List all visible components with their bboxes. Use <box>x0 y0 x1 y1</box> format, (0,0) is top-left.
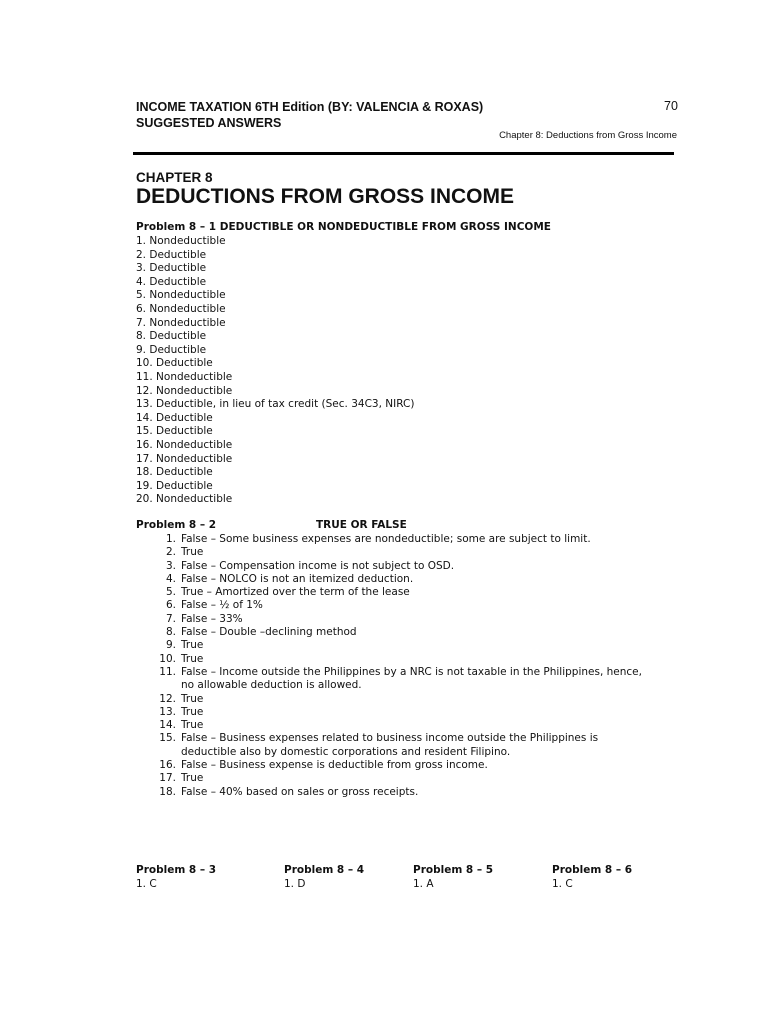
item-text: False – NOLCO is not an itemized deduction. <box>181 572 414 585</box>
item-text: False – Some business expenses are nondeductible; some are subject to limit. <box>181 533 591 545</box>
item-text: False – 40% based on sales or gross receipts. <box>181 785 419 798</box>
list-item: 6. Nondeductible <box>136 302 226 315</box>
item-number: 1. <box>165 533 176 545</box>
item-text: False – Double –declining method <box>181 626 357 639</box>
item-text: True <box>181 772 204 785</box>
item-number: 14. <box>159 719 176 732</box>
problem-8-6-answer: 1. C <box>552 878 573 890</box>
running-chapter-ref: Chapter 8: Deductions from Gross Income <box>499 130 677 141</box>
item-number: 16. <box>159 759 176 772</box>
list-item <box>136 546 656 559</box>
item-number: 3. <box>165 559 176 572</box>
list-item: 14. Deductible <box>136 411 213 424</box>
list-item: 20. Nondeductible <box>136 493 233 506</box>
item-text: False – Income outside the Philippines by a NRC is not taxable in the Philippines, hence, no allowable deduction is allowed. <box>181 665 642 692</box>
list-item: 12. Nondeductible <box>136 384 233 397</box>
list-item: 13. Deductible, in lieu of tax credit (Sec. 34C3, NIRC) <box>136 398 415 411</box>
list-item: 18. Deductible <box>136 466 213 479</box>
list-item <box>136 560 656 573</box>
list-item <box>136 666 656 693</box>
problem-8-6-block <box>552 863 632 891</box>
item-number: 5. <box>165 586 176 599</box>
item-text: True <box>181 692 204 705</box>
item-text: True <box>181 652 204 665</box>
item-text: False – Compensation income is not subject to OSD. <box>181 559 455 572</box>
problem-8-5-heading: Problem 8 – 5 <box>413 864 494 876</box>
item-number: 10. <box>159 652 176 665</box>
list-item <box>136 719 656 732</box>
item-text: True <box>181 546 204 559</box>
list-item <box>136 732 656 759</box>
header-rule <box>133 152 674 155</box>
list-item: 8. Deductible <box>136 330 207 343</box>
problem-8-2-answer-list <box>136 533 656 799</box>
list-item <box>136 639 656 652</box>
list-item <box>136 759 656 772</box>
chapter-title: DEDUCTIONS FROM GROSS INCOME <box>136 185 515 208</box>
item-number: 18. <box>159 785 176 798</box>
list-item: 15. Deductible <box>136 425 213 438</box>
problem-8-3-block <box>136 863 216 891</box>
list-item: 7. Nondeductible <box>136 316 226 329</box>
problem-8-3-heading: Problem 8 – 3 <box>136 864 217 876</box>
chapter-label: CHAPTER 8 <box>136 170 213 185</box>
list-item <box>136 599 656 612</box>
item-text: False – 33% <box>181 612 243 625</box>
list-item: 11. Nondeductible <box>136 370 233 383</box>
problem-8-5-block <box>413 863 493 891</box>
list-item: 17. Nondeductible <box>136 452 233 465</box>
list-item: 9. Deductible <box>136 343 207 356</box>
item-number: 4. <box>165 572 176 585</box>
page-number: 70 <box>664 99 678 113</box>
list-item <box>136 772 656 785</box>
item-text: True <box>181 719 204 732</box>
problem-8-4-heading: Problem 8 – 4 <box>284 864 365 876</box>
item-number: 2. <box>165 546 176 559</box>
list-item: 10. Deductible <box>136 357 213 370</box>
problem-8-3-answer: 1. C <box>136 878 157 890</box>
list-item <box>136 706 656 719</box>
item-text: True <box>181 639 204 652</box>
list-item <box>136 653 656 666</box>
problem-8-4-answer: 1. D <box>284 878 306 890</box>
list-item <box>136 626 656 639</box>
problem-8-6-heading: Problem 8 – 6 <box>552 864 633 876</box>
item-text: True <box>181 705 204 718</box>
list-item: 1. Nondeductible <box>136 235 226 247</box>
problem-8-2-heading: Problem 8 – 2 <box>136 519 217 531</box>
item-text: False – Business expenses related to business income outside the Philippines is deductible also by domestic corporations and resident Filipino. <box>181 732 599 758</box>
list-item <box>136 693 656 706</box>
list-item: 4. Deductible <box>136 275 207 288</box>
problem-8-4-block <box>284 863 364 891</box>
list-item: 3. Deductible <box>136 262 207 275</box>
item-number: 7. <box>165 612 176 625</box>
item-number: 13. <box>159 705 176 718</box>
list-item: 16. Nondeductible <box>136 438 233 451</box>
list-item <box>136 573 656 586</box>
item-number: 6. <box>165 599 176 612</box>
list-item: 5. Nondeductible <box>136 289 226 302</box>
list-item <box>136 613 656 626</box>
item-number: 12. <box>159 692 176 705</box>
item-number: 11. <box>159 665 176 678</box>
list-item <box>136 786 656 799</box>
item-number: 8. <box>165 626 176 639</box>
item-number: 9. <box>165 639 176 652</box>
item-number: 17. <box>159 772 176 785</box>
item-number: 15. <box>159 732 176 745</box>
list-item: 2. Deductible <box>136 248 207 261</box>
list-item <box>136 533 656 546</box>
problem-8-2-heading-row <box>136 519 536 531</box>
problem-8-2-subheading: TRUE OR FALSE <box>316 519 407 531</box>
document-header-title <box>136 99 483 131</box>
header-title-line2: SUGGESTED ANSWERS <box>136 116 282 130</box>
list-item: 19. Deductible <box>136 479 213 492</box>
problem-8-5-answer: 1. A <box>413 878 434 890</box>
problem-8-1-heading: Problem 8 – 1 DEDUCTIBLE OR NONDEDUCTIBLE FROM GROSS INCOME <box>136 221 551 233</box>
item-text: False – Business expense is deductible from gross income. <box>181 759 488 772</box>
problem-8-1-answer-list <box>136 235 414 507</box>
header-title-line1: INCOME TAXATION 6TH Edition (BY: VALENCIA & ROXAS) <box>136 100 484 114</box>
item-text: True – Amortized over the term of the lease <box>181 586 410 599</box>
list-item <box>136 586 656 599</box>
item-text: False – ½ of 1% <box>181 599 263 612</box>
